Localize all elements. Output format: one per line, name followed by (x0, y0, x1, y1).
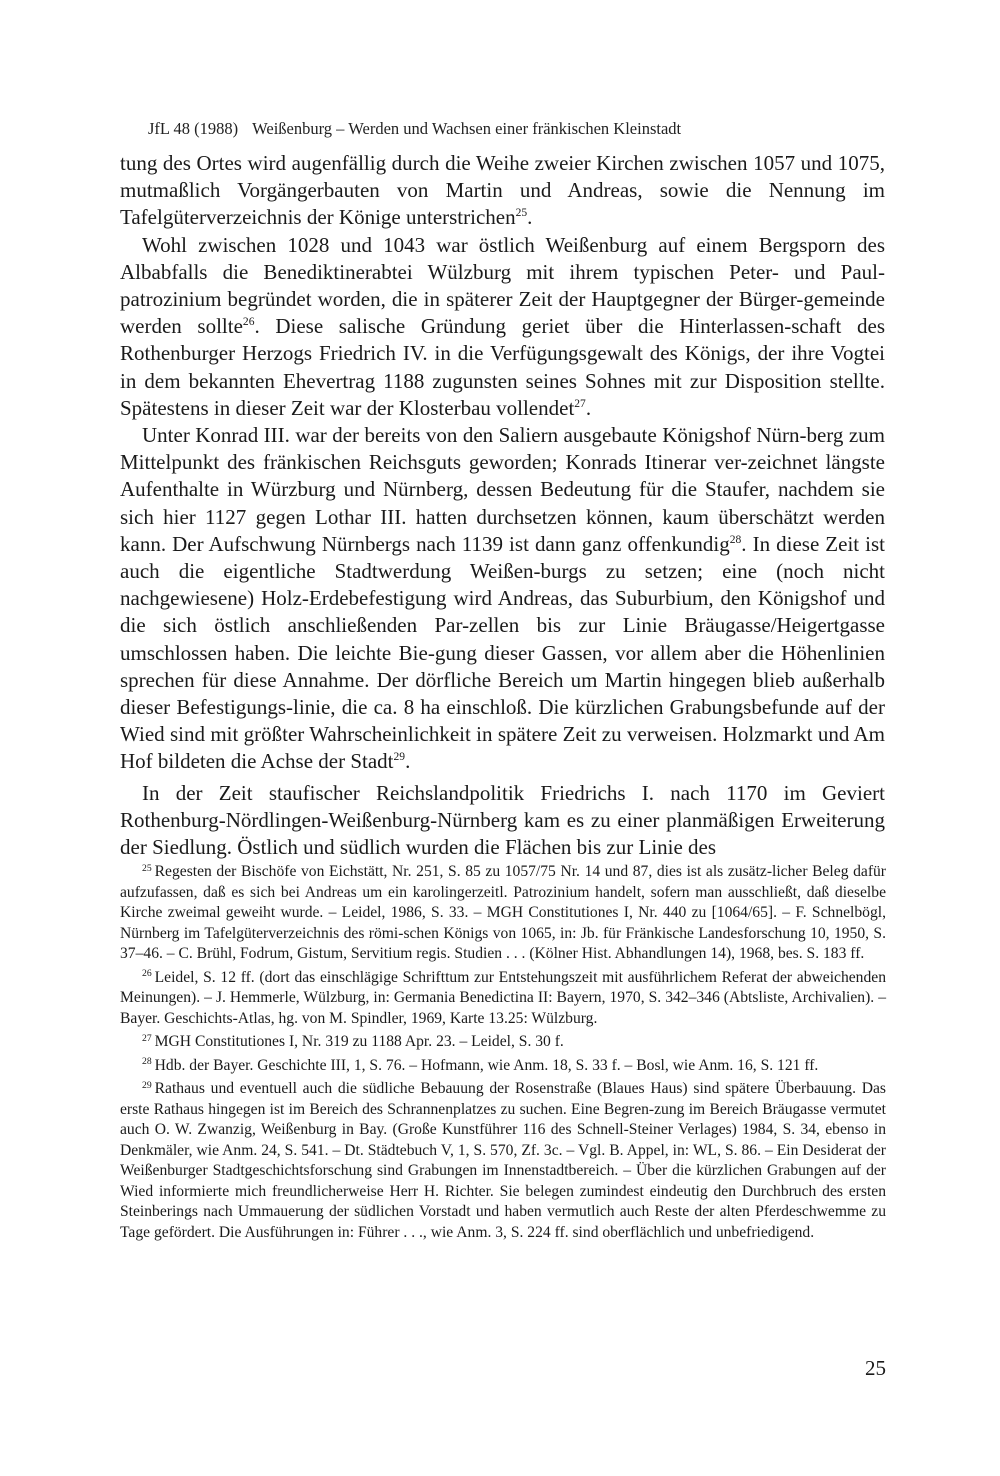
running-title: Weißenburg – Werden und Wachsen einer fränkischen Kleinstadt (252, 119, 682, 138)
paragraph-4: In der Zeit staufischer Reichslandpolitik Friedrichs I. nach 1170 im Geviert Rothenburg-Nördlingen-Weißenburg-Nürnberg kam es zu einer planmäßigen Erweiterung der Siedlung. Östlich und südlich wurden die Flächen bis zur Linie des (120, 780, 885, 860)
footnote-text: Hdb. der Bayer. Geschichte III, 1, S. 76. – Hofmann, wie Anm. 18, S. 33 f. – Bosl, wie Anm. 16, S. 121 ff. (154, 1056, 819, 1074)
page-number: 25 (865, 1356, 886, 1380)
footnote-text: Regesten der Bischöfe von Eichstätt, Nr. 251, S. 85 zu 1057/75 Nr. 14 und 87, dies ist als zusätz-licher Beleg dafür aufzufassen, daß es sich bei Andreas um ein karolingerzeitl. Patrozinium handelt, sofern man ausschließt, daß dieselbe Kirche zweimal geweiht wurde. – Leidel, 1986, S. 33. – MGH Constitutiones I, Nr. 440 zu [1064/65]. – F. Schnelbögl, Nürnberg im Tafelgüterverzeichnis des römi-schen Königs von 1065, in: Jb. für Fränkische Landesforschung 10, 1950, S. 37–46. – C. Brühl, Fodrum, Gistum, Servitium regis. Studien . . . (Kölner Hist. Abhandlungen 14), 1968, bes. S. 183 ff. (120, 863, 886, 962)
footnote-28 (120, 1056, 886, 1077)
footnote-text: MGH Constitutiones I, Nr. 319 zu 1188 Apr. 23. – Leidel, S. 30 f. (154, 1033, 564, 1050)
main-text (120, 150, 885, 861)
footnotes (120, 862, 886, 1246)
footnote-ref-25[interactable]: 25 (515, 207, 528, 220)
footnote-ref-29[interactable]: 29 (393, 751, 406, 764)
footnote-number: 25 (142, 862, 152, 874)
footnote-text: Rathaus und eventuell auch die südliche Bebauung der Rosenstraße (Blaues Haus) sind spätere Überbauung. Das erste Rathaus hingegen ist im Bereich des Schrannenplatzes zu suchen. Eine Begren-zung im Bereich Bräugasse vermutet auch O. W. Zwanzig, Weißenburg in Bay. (Große Kunstführer 116 des Schnell-Steiner Verlages) 1984, S. 34, ebenso in Denkmäler, wie Anm. 24, S. 541. – Dt. Städtebuch V, 1, S. 570, Zf. 3c. – Vgl. B. Appel, in: WL, S. 86. – Ein Desiderat der Weißenburger Stadtgeschichtsforschung sind Grabungen im Innenstadtbereich. – Über die kürzlichen Grabungen auf der Wied informierte mich freundlicherweise Herr H. Richter. Sie belegen zumindest eindeutig den Durchbruch des ersten Steinberings nach Ummauerung der südlichen Vorstadt und haben vermutlich auch Reste der alten Pferdeschwemme zu Tage gefördert. Die Ausführungen in: Führer . . ., wie Anm. 3, S. 224 ff. sind oberflächlich und unbefriedigend. (120, 1080, 886, 1241)
footnote-text: Leidel, S. 12 ff. (dort das einschlägige Schrifttum zur Entstehungszeit mit ausführlichem Referat der abweichenden Meinungen). – J. Hemmerle, Wülzburg, in: Germania Benedictina II: Bayern, 1970, S. 342–346 (Abtsliste, Archivalien). – Bayer. Geschichts-Atlas, hg. von M. Spindler, 1969, Karte 13.25: Wülzburg. (120, 968, 886, 1027)
journal-citation: JfL 48 (1988) (148, 119, 239, 138)
footnote-number: 27 (142, 1032, 152, 1044)
footnote-number: 26 (142, 968, 152, 980)
paragraph-3: Unter Konrad III. war der bereits von den Saliern ausgebaute Königshof Nürn-berg zum Mittelpunkt des fränkischen Reichsguts geworden; Konrads Itinerar ver-zeichnet längste Aufenthalte in Würzburg und Nürnberg, dessen Bedeutung für die Staufer, nachdem sie sich hier 1127 gegen Lothar III. hatten durchsetzen können, kaum überschätzt werden kann. Der Aufschwung Nürnbergs nach 1139 ist dann ganz offenkundig$^{28}$. In diese Zeit ist auch die eigentliche Stadtwerdung Weißen-burgs zu setzen; eine (noch nicht nachgewiesene) Holz-Erdebefestigung wird Andreas, das Suburbium, den Königshof und die sich östlich anschließenden Par-zellen bis zur Linie Bräugasse/Heigertgasse umschlossen haben. Die leichte Bie-gung dieser Gassen, vor allem aber die Höhenlinien sprechen für diese Annahme. Der dörfliche Bereich um Martin hingegen blieb außerhalb dieser Befestigungs-linie, die ca. 8 ha einschloß. Die kürzlichen Grabungsbefunde auf der Wied sind mit größter Wahrscheinlichkeit in spätere Zeit zu verweisen. Holzmarkt und Am Hof bildeten die Achse der Stadt$^{29}$. (120, 423, 885, 774)
footnote-29 (120, 1079, 886, 1243)
footnote-25 (120, 862, 886, 965)
paragraph-1: tung des Ortes wird augenfällig durch die Weihe zweier Kirchen zwischen 1057 und 1075, mutmaßlich Vorgängerbauten von Martin und Andreas, sowie die Nennung im Tafelgüterverzeichnis der Könige unterstrichen$^{25}$. (120, 151, 885, 230)
footnote-26 (120, 968, 886, 1030)
footnote-ref-27[interactable]: 27 (574, 397, 586, 410)
footnote-ref-28[interactable]: 28 (729, 533, 742, 546)
footnote-number: 28 (142, 1056, 152, 1068)
footnote-ref-26[interactable]: 26 (242, 316, 255, 329)
footnote-number: 29 (142, 1079, 152, 1091)
footnote-27 (120, 1032, 886, 1053)
running-header (148, 118, 888, 140)
paragraph-2: Wohl zwischen 1028 und 1043 war östlich Weißenburg auf einem Bergsporn des Albabfalls die Benediktinerabtei Wülzburg mit ihrem typischen Peter- und Paul-patrozinium begründet worden, die in späterer Zeit der Hauptgegner der Bürger-gemeinde werden sollte$^{26}$. Diese salische Gründung geriet über die Hinterlassen-schaft des Rothenburger Herzogs Friedrich IV. in die Verfügungsgewalt des Königs, der ihre Vogtei in dem bekannten Ehevertrag 1188 zugunsten seines Sohnes mit zur Disposition stellte. Spätestens in dieser Zeit war der Klosterbau vollendet$^{27}$. (120, 232, 885, 420)
